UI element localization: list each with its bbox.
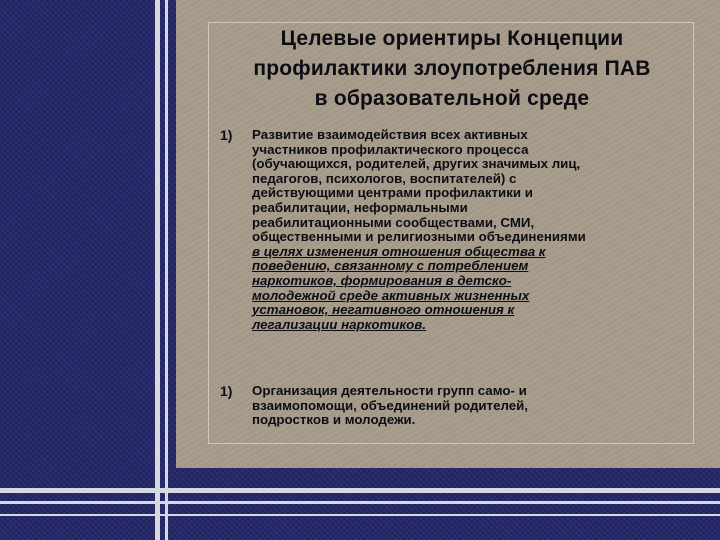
item-number: 1) bbox=[220, 127, 233, 143]
text-line: взаимопомощи, объединений родителей, bbox=[252, 397, 528, 413]
emphasis-line: в целях изменения отношения общества к bbox=[252, 243, 546, 259]
text-line: реабилитационными сообществами, СМИ, bbox=[252, 214, 535, 230]
title-line: в образовательной среде bbox=[314, 87, 590, 110]
text-line: подростков и молодежи. bbox=[252, 412, 416, 428]
decor-stripe bbox=[0, 501, 720, 504]
title-line: Целевые ориентиры Концепции bbox=[280, 27, 624, 50]
emphasis-line: наркотиков, формирования в детско- bbox=[252, 272, 512, 288]
emphasis-line: молодежной среде активных жизненных bbox=[252, 287, 530, 303]
text-line: педагогов, психологов, воспитателей) с bbox=[252, 170, 517, 186]
title-line: профилактики злоупотребления ПАВ bbox=[253, 57, 651, 80]
text-line: (обучающихся, родителей, других значимых лиц, bbox=[252, 156, 581, 172]
item-number: 1) bbox=[220, 383, 233, 399]
item-text bbox=[252, 128, 692, 332]
emphasis-line: поведению, связанному с потреблением bbox=[252, 258, 529, 274]
text-line: общественными и религиозными объединениями bbox=[252, 229, 586, 245]
text-line: Развитие взаимодействия всех активных bbox=[252, 127, 528, 142]
decor-stripe bbox=[155, 0, 160, 540]
text-line: реабилитации, неформальными bbox=[252, 199, 468, 215]
text-line: участников профилактического процесса bbox=[252, 141, 529, 157]
emphasis-line: установок, негативного отношения к bbox=[252, 302, 515, 318]
slide-title bbox=[212, 24, 692, 114]
emphasis-line: легализации наркотиков. bbox=[252, 316, 427, 332]
decor-stripe bbox=[0, 514, 720, 516]
decor-stripe bbox=[165, 0, 168, 540]
item-text bbox=[252, 384, 692, 428]
text-line: действующими центрами профилактики и bbox=[252, 185, 533, 201]
decor-stripe bbox=[0, 488, 720, 493]
text-line: Организация деятельности групп само- и bbox=[252, 383, 527, 398]
